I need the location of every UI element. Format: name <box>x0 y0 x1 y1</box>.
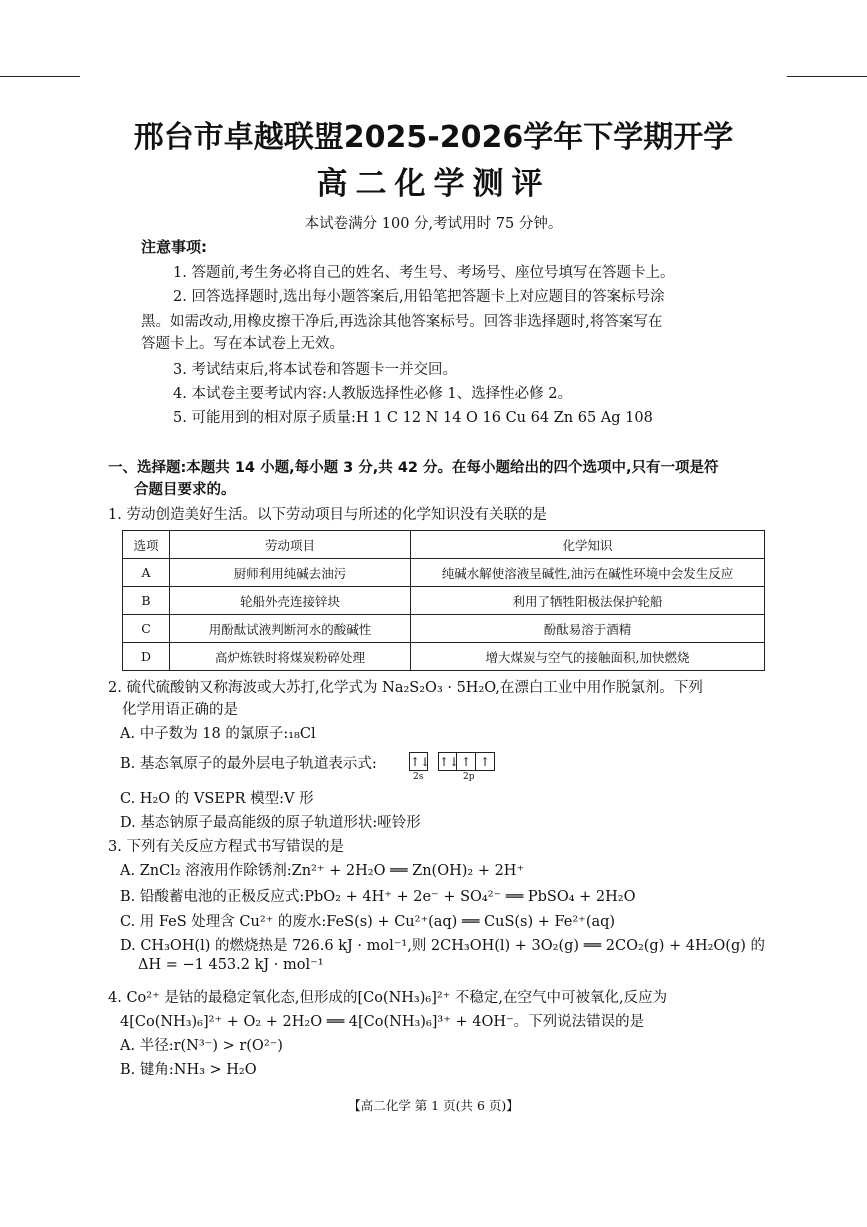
table-cell: B <box>123 587 170 615</box>
table-header: 劳动项目 <box>170 531 411 559</box>
question-1-table <box>122 530 765 671</box>
notice-item: 5. 可能用到的相对原子质量:H 1 C 12 N 14 O 16 Cu 64 Zn 65 Ag 108 <box>173 410 653 426</box>
table-cell: 利用了牺牲阳极法保护轮船 <box>411 587 765 615</box>
page-footer: 【高二化学 第 1 页(共 6 页)】 <box>348 1098 519 1113</box>
question-3-option-d-cont: ΔH = −1 453.2 kJ · mol⁻¹ <box>138 957 324 973</box>
table-header-row <box>123 531 765 559</box>
top-left-rule <box>0 76 80 77</box>
table-cell: 增大煤炭与空气的接触面积,加快燃烧 <box>411 643 765 671</box>
section-heading: 一、选择题:本题共 14 小题,每小题 3 分,共 42 分。在每小题给出的四个选项中,只有一项是符 <box>108 460 719 476</box>
question-1-stem: 1. 劳动创造美好生活。以下劳动项目与所述的化学知识没有关联的是 <box>108 507 547 523</box>
question-2-stem-cont: 化学用语正确的是 <box>122 702 238 718</box>
exam-title-line2: 高二化学测评 <box>316 166 551 202</box>
table-cell: 纯碱水解使溶液呈碱性,油污在碱性环境中会发生反应 <box>411 559 765 587</box>
question-2-option-d: D. 基态钠原子最高能级的原子轨道形状:哑铃形 <box>120 815 421 831</box>
table-row <box>123 615 765 643</box>
table-row <box>123 643 765 671</box>
orbital-box: ↑↓ <box>438 752 457 771</box>
table-row <box>123 587 765 615</box>
table-row <box>123 559 765 587</box>
table-cell: 轮船外壳连接锌块 <box>170 587 411 615</box>
question-4-stem-cont: 4[Co(NH₃)₆]²⁺ + O₂ + 2H₂O ══ 4[Co(NH₃)₆]³⁺ + 4OH⁻。下列说法错误的是 <box>120 1014 645 1030</box>
question-2-option-b: B. 基态氧原子的最外层电子轨道表示式: <box>120 756 377 772</box>
question-3-option-d: D. CH₃OH(l) 的燃烧热是 726.6 kJ · mol⁻¹,则 2CH₃OH(l) + 3O₂(g) ══ 2CO₂(g) + 4H₂O(g) 的 <box>120 938 766 954</box>
table-cell: 酚酞易溶于酒精 <box>411 615 765 643</box>
table-header: 选项 <box>123 531 170 559</box>
table-cell: D <box>123 643 170 671</box>
table-cell: 高炉炼铁时将煤炭粉碎处理 <box>170 643 411 671</box>
section-heading-cont: 合题目要求的。 <box>134 482 236 498</box>
question-3-option-b: B. 铅酸蓄电池的正极反应式:PbO₂ + 4H⁺ + 2e⁻ + SO₄²⁻ ══ PbSO₄ + 2H₂O <box>120 889 636 905</box>
top-right-rule <box>787 76 867 77</box>
table-cell: A <box>123 559 170 587</box>
question-3-option-c: C. 用 FeS 处理含 Cu²⁺ 的废水:FeS(s) + Cu²⁺(aq) ══ CuS(s) + Fe²⁺(aq) <box>120 914 616 930</box>
exam-title-line1: 邢台市卓越联盟2025-2026学年下学期开学 <box>133 120 734 155</box>
notice-item: 1. 答题前,考生务必将自己的姓名、考生号、考场号、座位号填写在答题卡上。 <box>173 265 675 281</box>
question-2-stem: 2. 硫代硫酸钠又称海波或大苏打,化学式为 Na₂S₂O₃ · 5H₂O,在漂白工业中用作脱氯剂。下列 <box>108 680 703 696</box>
table-cell: 用酚酞试液判断河水的酸碱性 <box>170 615 411 643</box>
question-4-option-a: A. 半径:r(N³⁻) > r(O²⁻) <box>120 1038 283 1054</box>
orbital-boxes-2p <box>438 751 495 771</box>
question-4-option-b: B. 键角:NH₃ > H₂O <box>120 1062 257 1078</box>
question-2-option-c: C. H₂O 的 VSEPR 模型:V 形 <box>120 791 314 807</box>
notice-item: 黑。如需改动,用橡皮擦干净后,再选涂其他答案标号。回答非选择题时,将答案写在 <box>141 314 663 330</box>
question-2-option-a: A. 中子数为 18 的氯原子:₁₈Cl <box>120 726 316 742</box>
question-3-option-a: A. ZnCl₂ 溶液用作除锈剂:Zn²⁺ + 2H₂O ══ Zn(OH)₂ + 2H⁺ <box>120 863 525 879</box>
notice-item: 2. 回答选择题时,选出每小题答案后,用铅笔把答题卡上对应题目的答案标号涂 <box>173 289 665 305</box>
orbital-box: ↑ <box>457 752 476 771</box>
question-4-stem: 4. Co²⁺ 是钴的最稳定氧化态,但形成的[Co(NH₃)₆]²⁺ 不稳定,在空气中可被氧化,反应为 <box>108 990 668 1006</box>
orbital-box-2s <box>409 751 431 771</box>
notice-item: 3. 考试结束后,将本试卷和答题卡一并交回。 <box>173 362 458 378</box>
orbital-label-2p: 2p <box>463 772 475 782</box>
table-cell: C <box>123 615 170 643</box>
table-header: 化学知识 <box>411 531 765 559</box>
question-3-stem: 3. 下列有关反应方程式书写错误的是 <box>108 839 344 855</box>
notice-item: 4. 本试卷主要考试内容:人教版选择性必修 1、选择性必修 2。 <box>173 386 572 402</box>
orbital-box: ↑↓ <box>409 752 428 771</box>
table-cell: 厨师利用纯碱去油污 <box>170 559 411 587</box>
orbital-box: ↑ <box>476 752 495 771</box>
notice-item: 答题卡上。写在本试卷上无效。 <box>141 336 344 352</box>
exam-subtitle: 本试卷满分 100 分,考试用时 75 分钟。 <box>304 216 563 232</box>
orbital-label-2s: 2s <box>413 772 424 782</box>
notice-heading: 注意事项: <box>141 238 207 256</box>
